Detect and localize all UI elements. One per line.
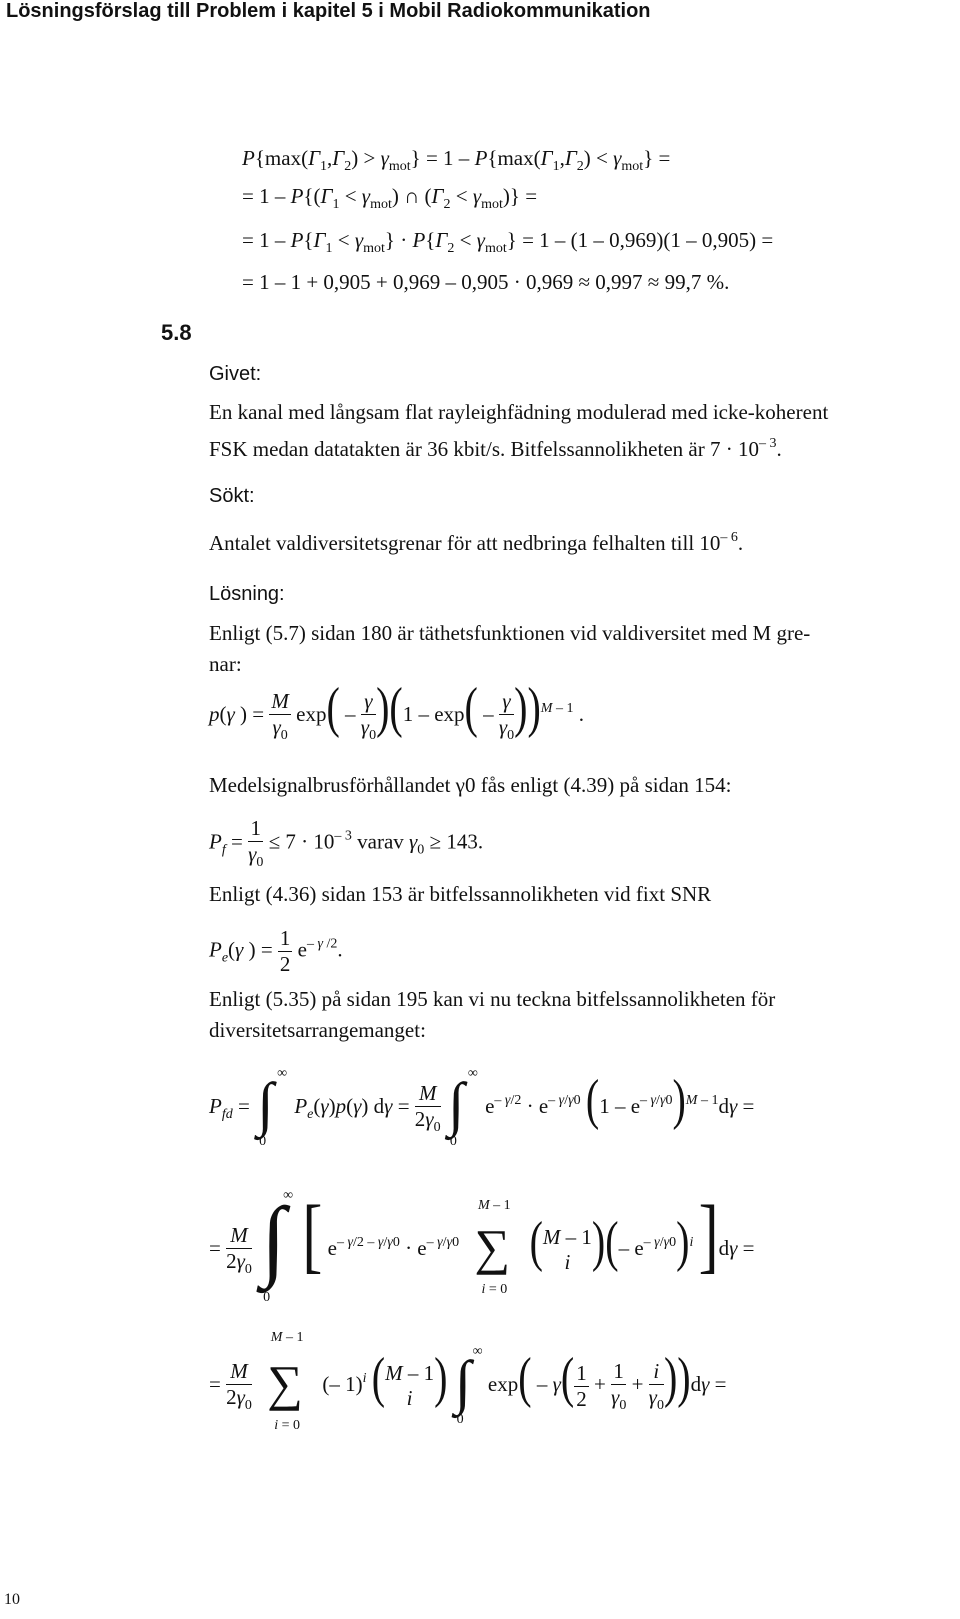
pdf-formula: p(γ ) = $\frac{M}{\gamma_0}$ exp( – $\frac{\gamma}{\gamma_0}$ )(1 – exp( – $\frac{\gamma}{\gamma_0}$ ))$^{M - 1}$ . xyxy=(209,675,584,743)
pfd-formula: $P_{fd}$ = ∫ ∞ 0 $P_e(\gamma)p(\gamma) d\gamma$ = $\frac{M}{2\gamma_0}$ ∫ ∞ 0 $e^{- \gamma/2} \cdot e^{- \gamma/\gamma 0}$ $(1 - e^{- \gamma/\gamma 0})^{M - 1}d\gamma$ = xyxy=(209,1066,755,1149)
solution-text-6: diversitetsarrangemanget: xyxy=(209,1018,426,1042)
problem-number: 5.8 xyxy=(161,320,192,345)
page-number: 10 xyxy=(4,1591,20,1608)
pe-formula: $P_e(\gamma$ ) = $\frac{1}{2}$ $e^{- \gamma /2}$. xyxy=(209,926,343,976)
given-text-1: En kanal med långsam flat rayleighfädning modulerad med icke-koherent xyxy=(209,400,829,424)
pf-formula: $P_f$ = $\frac{1}{\gamma_0}$ ≤ $7 \cdot 10^{- 3}$ varav $\gamma_0 \ge 143$. xyxy=(209,816,484,870)
solution-text-5: Enligt (5.35) på sidan 195 kan vi nu teckna bitfelssannolikheten för xyxy=(209,987,776,1011)
prev-line-3: = $1 - P\{\Gamma_1 < \gamma_{mot}\} \cdot P\{\Gamma_2 < \gamma_{mot}\} = 1 - (1 - 0,969)(1 - 0,905)$ = xyxy=(242,228,774,256)
prev-line-1: $P\{\max(\Gamma_1,\Gamma_2) > \gamma_{mot}\} = 1 - P\{\max(\Gamma_1,\Gamma_2) < \gamma_{mot}\}$ = xyxy=(242,146,671,174)
solution-heading: Lösning: xyxy=(209,583,285,605)
prev-line-4: = 1 – 1 + 0,905 + 0,969 – 0,905 · 0,969 ≈ 0,997 ≈ 99,7 %. xyxy=(242,270,730,294)
given-text-2: FSK medan datatakten är 36 kbit/s. Bitfelssannolikheten är $7 \cdot 10^{- 3}$. xyxy=(209,436,782,461)
sum-formula: = $\frac{M}{2\gamma_0}$ M – 1 ∑ i = 0 (– 1)$^i$ (M – 1 i ) ∫ ∞ 0 exp( – γ( $\frac{1}{2}$ + $\frac{1}{\gamma_0}$ + $\frac{i}{\gamma_0}$ ))dγ = xyxy=(209,1330,727,1433)
page-title: Lösningsförslag till Problem i kapitel 5 i Mobil Radiokommunikation xyxy=(6,0,651,22)
given-heading: Givet: xyxy=(209,363,262,385)
sought-text: Antalet valdiversitetsgrenar för att nedbringa felhalten till $10^{- 6}$. xyxy=(209,530,744,555)
expansion-formula: = $\frac{M}{2\gamma_0}$ ∫ ∞ 0 [ $e^{- \gamma/2 - \gamma/\gamma 0} \cdot e^{- \gamma/\gamma 0}$ M – 1 ∑ i = 0 (M – 1 i )(– $e^{- \gamma/\gamma 0})^i$ ]dγ = xyxy=(209,1188,755,1306)
prev-line-2: = $1 - P\{(\Gamma_1 < \gamma_{mot})$ ∩ $(\Gamma_2 < \gamma_{mot})$} = xyxy=(242,184,538,212)
sought-heading: Sökt: xyxy=(209,485,255,507)
solution-text-2: nar: xyxy=(209,652,242,676)
solution-text-3: Medelsignalbrusförhållandet γ0 fås enligt (4.39) på sidan 154: xyxy=(209,773,732,797)
solution-text-4: Enligt (4.36) sidan 153 är bitfelssannolikheten vid fixt SNR xyxy=(209,882,712,906)
solution-text-1: Enligt (5.7) sidan 180 är täthetsfunktionen vid valdiversitet med M gre- xyxy=(209,621,811,645)
